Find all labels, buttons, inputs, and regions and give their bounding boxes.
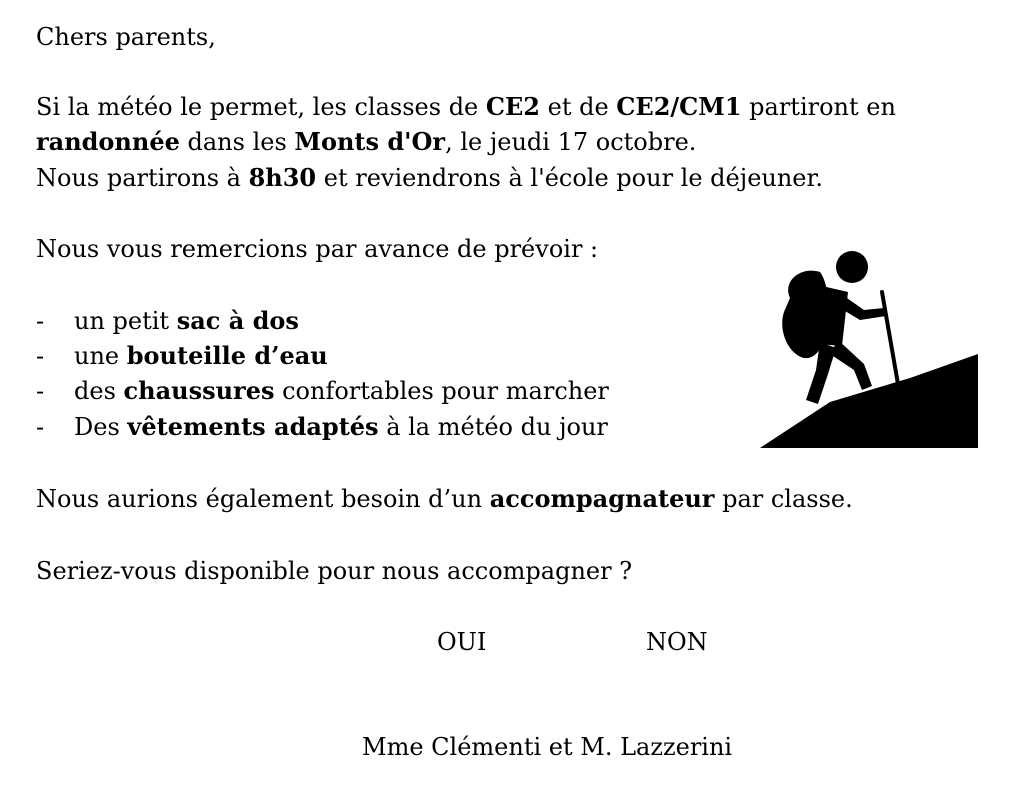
text-segment: par classe. bbox=[714, 485, 853, 513]
paragraph1-line1 bbox=[36, 92, 896, 122]
bullet-dash: - bbox=[36, 413, 45, 441]
paragraph1-line3 bbox=[36, 163, 823, 193]
list-item bbox=[36, 306, 299, 336]
signature: Mme Clémenti et M. Lazzerini bbox=[362, 733, 733, 761]
text-segment: une bbox=[74, 342, 127, 370]
text-segment: confortables pour marcher bbox=[274, 377, 609, 405]
slope-shape bbox=[760, 354, 978, 448]
bold-text: CE2/CM1 bbox=[616, 92, 742, 121]
bullet-dash: - bbox=[36, 342, 45, 370]
text-segment: Nous partirons à bbox=[36, 164, 249, 192]
hiker-head bbox=[836, 251, 868, 283]
hiker-front-leg bbox=[830, 340, 872, 390]
bold-text: accompagnateur bbox=[489, 484, 715, 513]
text-segment: , le jeudi 17 octobre. bbox=[445, 128, 697, 156]
bold-text: randonnée bbox=[36, 127, 180, 156]
bold-text: chaussures bbox=[123, 376, 275, 405]
list-item-text bbox=[74, 307, 299, 335]
text-segment: Des bbox=[74, 413, 128, 441]
bold-text: CE2 bbox=[485, 92, 540, 121]
bold-text: sac à dos bbox=[176, 306, 299, 335]
availability-question: Seriez-vous disponible pour nous accompagner ? bbox=[36, 557, 633, 585]
option-no: NON bbox=[646, 628, 708, 656]
text-segment: un petit bbox=[74, 307, 177, 335]
list-item-text bbox=[74, 377, 609, 405]
list-item bbox=[36, 412, 608, 442]
hiker-arm bbox=[840, 296, 886, 320]
text-segment: Nous aurions également besoin d’un bbox=[36, 485, 490, 513]
text-segment: partiront en bbox=[741, 93, 896, 121]
text-segment: Si la météo le permet, les classes de bbox=[36, 93, 486, 121]
greeting: Chers parents, bbox=[36, 23, 216, 51]
text-segment: et reviendrons à l'école pour le déjeuner. bbox=[316, 164, 823, 192]
hiker-body bbox=[818, 286, 848, 346]
list-item bbox=[36, 376, 609, 406]
text-segment: dans les bbox=[179, 128, 295, 156]
bold-text: Monts d'Or bbox=[294, 127, 446, 156]
list-intro: Nous vous remercions par avance de prévoir : bbox=[36, 235, 599, 263]
bold-text: 8h30 bbox=[248, 163, 317, 192]
hiker-icon bbox=[760, 250, 980, 450]
text-segment: et de bbox=[539, 93, 617, 121]
list-item-text bbox=[74, 342, 328, 370]
list-item-text bbox=[74, 413, 608, 441]
bold-text: vêtements adaptés bbox=[127, 412, 379, 441]
paragraph-accompagnateur bbox=[36, 484, 853, 514]
walking-stick bbox=[882, 292, 898, 384]
list-item bbox=[36, 341, 328, 371]
text-segment: à la météo du jour bbox=[378, 413, 608, 441]
bullet-dash: - bbox=[36, 307, 45, 335]
text-segment: des bbox=[74, 377, 124, 405]
option-yes: OUI bbox=[437, 628, 487, 656]
bullet-dash: - bbox=[36, 377, 45, 405]
bold-text: bouteille d’eau bbox=[126, 341, 328, 370]
paragraph1-line2 bbox=[36, 127, 696, 157]
